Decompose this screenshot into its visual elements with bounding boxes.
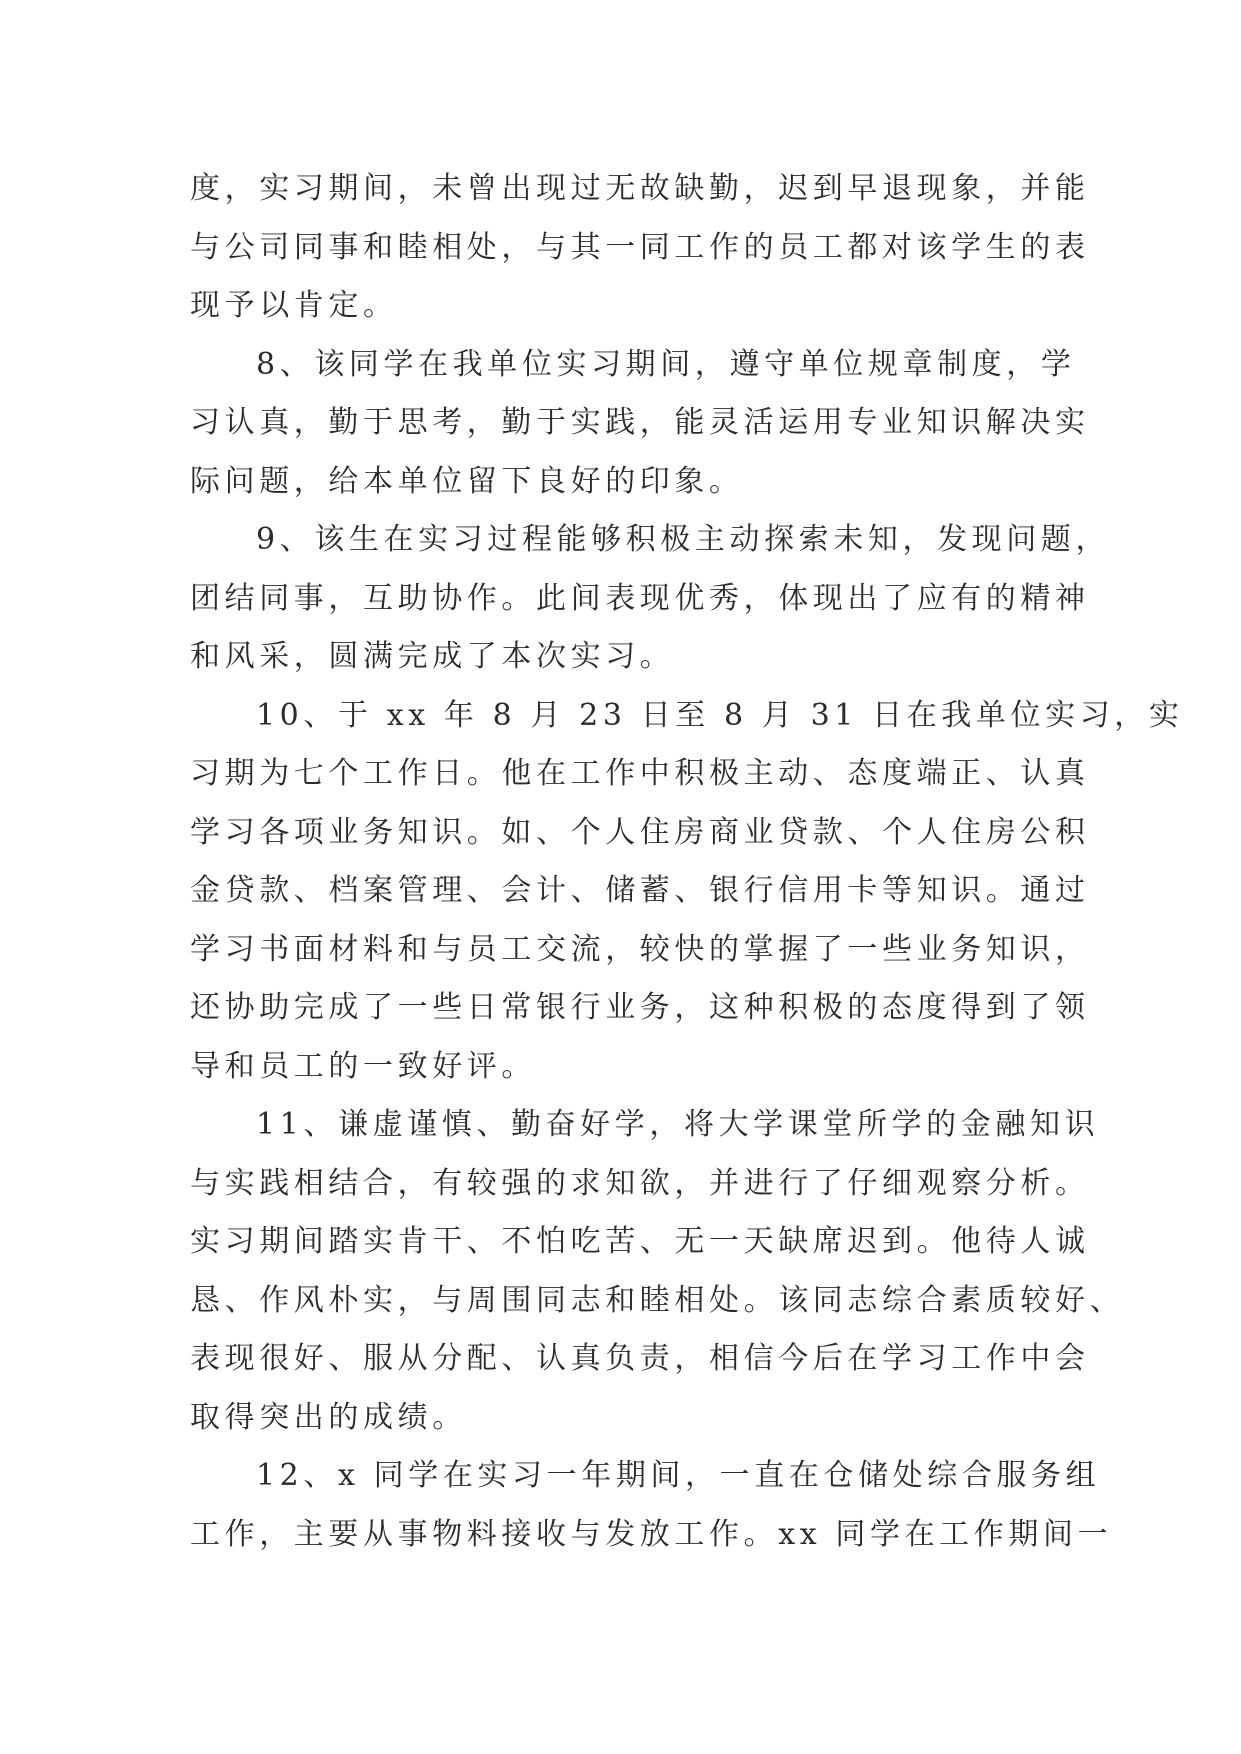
text-line: 11、谦虚谨慎、勤奋好学，将大学课堂所学的金融知识 [256, 1107, 1100, 1142]
text-line: 习认真，勤于思考，勤于实践，能灵活运用专业知识解决实 [190, 405, 1090, 440]
text-line: 金贷款、档案管理、会计、储蓄、银行信用卡等知识。通过 [190, 873, 1090, 908]
paragraph-item-11 [190, 1096, 1125, 1447]
text-line: 8、该同学在我单位实习期间，遵守单位规章制度，学 [256, 346, 1076, 382]
text-line: 度，实习期间，未曾出现过无故缺勤，迟到早退现象，并能 [190, 171, 1090, 206]
text-line: 与实践相结合，有较强的求知欲，并进行了仔细观察分析。 [190, 1165, 1090, 1201]
paragraph-item-8 [190, 336, 1090, 512]
text-line: 际问题，给本单位留下良好的印象。 [190, 463, 744, 499]
text-line: 取得突出的成绩。 [190, 1399, 467, 1435]
text-line: 表现很好、服从分配、认真负责，相信今后在学习工作中会 [190, 1341, 1090, 1376]
text-line: 工作，主要从事物料接收与发放工作。xx 同学在工作期间一 [190, 1516, 1113, 1552]
text-line: 还协助完成了一些日常银行业务，这种积极的态度得到了领 [190, 990, 1090, 1025]
text-line: 学习各项业务知识。如、个人住房商业贷款、个人住房公积 [190, 814, 1090, 850]
text-line: 与公司同事和睦相处，与其一同工作的员工都对该学生的表 [190, 229, 1090, 265]
paragraph-item-12 [190, 1447, 1113, 1564]
text-line: 团结同事，互助协作。此间表现优秀，体现出了应有的精神 [190, 580, 1090, 616]
text-line: 和风采，圆满完成了本次实习。 [190, 639, 675, 674]
text-line: 导和员工的一致好评。 [190, 1048, 536, 1084]
document-body [190, 160, 1184, 1564]
text-line: 10、于 xx 年 8 月 23 日至 8 月 31 日在我单位实习，实 [256, 697, 1184, 733]
text-line: 实习期间踏实肯干、不怕吃苦、无一天缺席迟到。他待人诚 [190, 1224, 1090, 1259]
text-line: 12、x 同学在实习一年期间，一直在仓储处综合服务组 [256, 1458, 1101, 1493]
text-line: 现予以肯定。 [190, 288, 398, 323]
text-line: 学习书面材料和与员工交流，较快的掌握了一些业务知识， [190, 931, 1090, 967]
text-line: 9、该生在实习过程能够积极主动探索未知，发现问题， [256, 522, 1111, 557]
text-line: 恳、作风朴实，与周围同志和睦相处。该同志综合素质较好、 [190, 1282, 1125, 1318]
paragraph-item-9 [190, 511, 1111, 687]
paragraph-continuation [190, 160, 1090, 336]
paragraph-item-10 [190, 687, 1184, 1097]
text-line: 习期为七个工作日。他在工作中积极主动、态度端正、认真 [190, 756, 1090, 791]
